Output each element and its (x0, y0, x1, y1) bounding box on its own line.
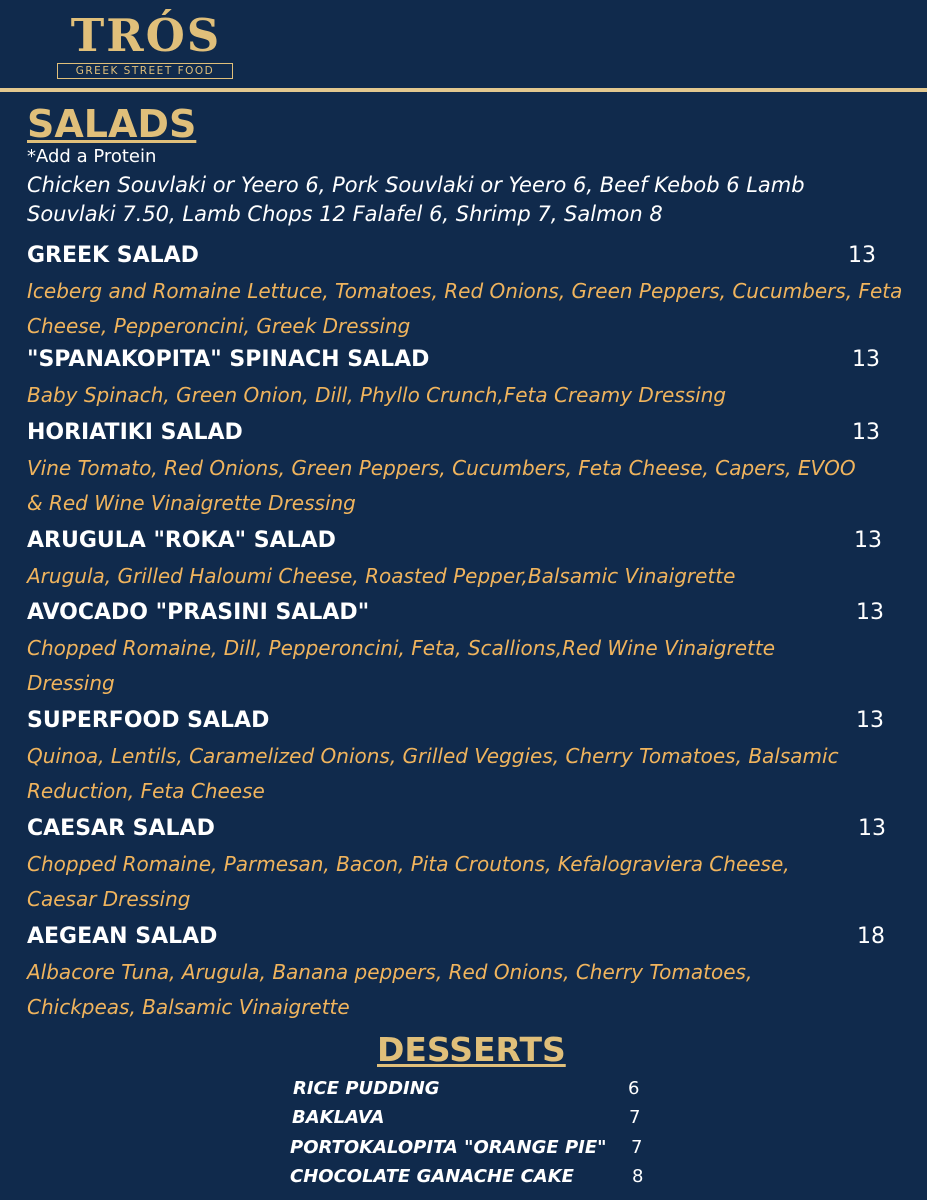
dessert-item-price: 7 (629, 1107, 641, 1128)
salad-item-name: "SPANAKOPITA" SPINACH SALAD (27, 347, 430, 372)
salad-item-description: Albacore Tuna, Arugula, Banana peppers, Red Onions, Cherry Tomatoes, Chickpeas, Balsamic Vinaigrette (27, 960, 753, 1019)
salad-item-description: Chopped Romaine, Parmesan, Bacon, Pita Croutons, Kefalograviera Cheese, Caesar Dressing (27, 852, 790, 911)
add-protein-label: *Add a Protein (27, 146, 157, 167)
salad-item-name: ARUGULA "ROKA" SALAD (27, 528, 336, 553)
dessert-item-price: 7 (631, 1137, 643, 1158)
dessert-item-name: PORTOKALOPITA "ORANGE PIE" (290, 1137, 607, 1158)
salad-item-price: 13 (856, 600, 884, 625)
logo-tagline: GREEK STREET FOOD (57, 63, 233, 79)
dessert-item-name: BAKLAVA (292, 1107, 385, 1128)
salad-item-price: 13 (854, 528, 882, 553)
logo (57, 10, 235, 82)
salad-item-name: HORIATIKI SALAD (27, 420, 243, 445)
salad-item-name: CAESAR SALAD (27, 816, 215, 841)
salad-item-description: Chopped Romaine, Dill, Pepperoncini, Feta, Scallions,Red Wine Vinaigrette Dressing (27, 636, 776, 695)
salad-item-name: AEGEAN SALAD (27, 924, 218, 949)
salad-item-description: Arugula, Grilled Haloumi Cheese, Roasted Pepper,Balsamic Vinaigrette (27, 564, 736, 588)
salad-item-price: 13 (852, 420, 880, 445)
dessert-item-price: 8 (632, 1166, 644, 1187)
desserts-heading: DESSERTS (377, 1030, 566, 1069)
logo-name: TRÓS (70, 9, 222, 62)
salad-item-price: 13 (848, 243, 876, 268)
header-divider (0, 88, 927, 92)
salad-item-description: Baby Spinach, Green Onion, Dill, Phyllo Crunch,Feta Creamy Dressing (27, 383, 727, 407)
salad-item-name: SUPERFOOD SALAD (27, 708, 270, 733)
salad-item-name: AVOCADO "PRASINI SALAD" (27, 600, 370, 625)
salad-item-description: Quinoa, Lentils, Caramelized Onions, Grilled Veggies, Cherry Tomatoes, Balsamic Reduction, Feta Cheese (27, 744, 839, 803)
salad-item-price: 13 (852, 347, 880, 372)
salad-item-description: Vine Tomato, Red Onions, Green Peppers, Cucumbers, Feta Cheese, Capers, EVOO & Red Wine Vinaigrette Dressing (27, 456, 856, 515)
dessert-item-price: 6 (628, 1078, 640, 1099)
salads-heading: SALADS (27, 102, 197, 146)
dessert-item-name: RICE PUDDING (293, 1078, 440, 1099)
protein-options: Chicken Souvlaki or Yeero 6, Pork Souvlaki or Yeero 6, Beef Kebob 6 Lamb Souvlaki 7.50, Lamb Chops 12 Falafel 6, Shrimp 7, Salmon 8 (27, 173, 805, 226)
salad-item-price: 13 (856, 708, 884, 733)
salad-item-price: 18 (857, 924, 885, 949)
salad-item-description: Iceberg and Romaine Lettuce, Tomatoes, Red Onions, Green Peppers, Cucumbers, Feta Cheese, Pepperoncini, Greek Dressing (27, 279, 903, 338)
dessert-item-name: CHOCOLATE GANACHE CAKE (290, 1166, 574, 1187)
salad-item-name: GREEK SALAD (27, 243, 199, 268)
salad-item-price: 13 (858, 816, 886, 841)
